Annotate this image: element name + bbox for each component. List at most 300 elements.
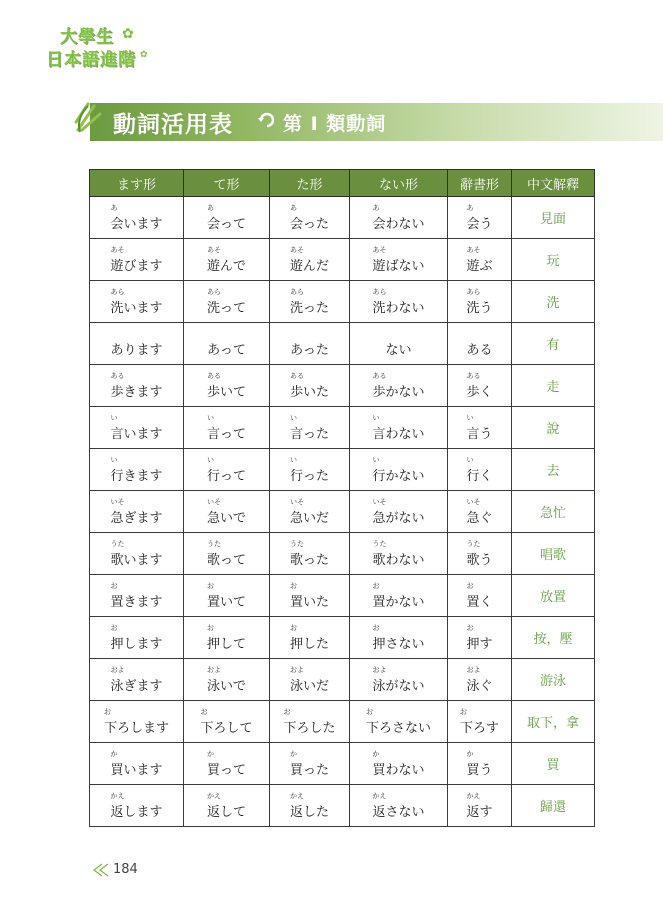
chinese-meaning-cell: 有	[512, 323, 595, 365]
verb-form	[385, 330, 411, 358]
verb-form	[110, 498, 162, 526]
verb-form-text: 洗った	[289, 300, 329, 316]
verb-form	[207, 330, 246, 358]
verb-form-cell	[448, 575, 512, 617]
verb-form-text: 返した	[289, 804, 329, 820]
verb-form	[466, 372, 492, 400]
verb-form-text: 下ろします	[103, 720, 169, 736]
verb-form-text: 歩きます	[110, 384, 163, 400]
verb-form	[372, 204, 424, 232]
chinese-meaning-cell: 歸還	[512, 785, 595, 827]
furigana: あ	[466, 203, 474, 212]
verb-form-cell	[350, 659, 448, 701]
furigana: あら	[372, 287, 387, 296]
verb-form-text: 歩く	[466, 384, 493, 400]
verb-form-cell	[90, 365, 184, 407]
furigana: あら	[466, 287, 481, 296]
chinese-meaning-cell: 玩	[512, 239, 595, 281]
furigana: うた	[372, 539, 387, 548]
logo-line-1: 大學生	[60, 27, 114, 47]
verb-form-text: 会う	[466, 216, 493, 232]
furigana: ある	[206, 371, 221, 380]
verb-form	[466, 624, 492, 652]
verb-form	[372, 414, 424, 442]
verb-form-text: 歌って	[206, 552, 246, 568]
verb-form-cell	[270, 407, 350, 449]
verb-form-text: 泳ぎます	[110, 678, 163, 694]
verb-form	[200, 708, 252, 736]
verb-form-text: 洗って	[206, 300, 246, 316]
verb-form	[466, 792, 492, 820]
verb-form-cell	[270, 323, 350, 365]
verb-form-text: 買った	[289, 762, 329, 778]
furigana: い	[372, 455, 380, 464]
furigana: あら	[206, 287, 221, 296]
verb-form	[283, 708, 335, 736]
chinese-meaning-cell: 唱歌	[512, 533, 595, 575]
furigana: い	[206, 413, 214, 422]
header-chinese-meaning: 中文解釋	[512, 170, 595, 197]
verb-form	[110, 792, 162, 820]
verb-form-text: 返して	[206, 804, 246, 820]
verb-form-cell	[448, 743, 512, 785]
furigana: いそ	[289, 497, 304, 506]
verb-form-cell	[90, 617, 184, 659]
verb-form	[110, 330, 162, 358]
verb-form-text: 押さない	[372, 636, 425, 652]
verb-form	[110, 414, 162, 442]
furigana: お	[289, 623, 297, 632]
verb-form	[110, 582, 162, 610]
table-header-row	[90, 170, 595, 197]
verb-form-text: あって	[207, 342, 246, 358]
verb-form	[366, 708, 431, 736]
furigana: かえ	[372, 791, 387, 800]
leaf-icon	[74, 100, 104, 134]
furigana: か	[466, 749, 474, 758]
verb-form-text: 言います	[110, 426, 163, 442]
verb-form-cell	[448, 617, 512, 659]
furigana: い	[110, 455, 118, 464]
verb-form-text: 行って	[206, 468, 246, 484]
verb-form-text: ない	[385, 342, 412, 358]
furigana: あそ	[466, 245, 481, 254]
verb-form-cell	[90, 743, 184, 785]
furigana: か	[289, 749, 297, 758]
verb-form	[110, 540, 162, 568]
verb-form-text: 会わない	[372, 216, 425, 232]
furigana: お	[372, 581, 380, 590]
verb-form-text: 言った	[289, 426, 329, 442]
verb-form-text: 押します	[110, 636, 163, 652]
verb-form-cell	[90, 575, 184, 617]
verb-form	[207, 498, 246, 526]
verb-form	[372, 246, 424, 274]
verb-form-cell	[448, 323, 512, 365]
verb-form-cell	[350, 323, 448, 365]
verb-form-cell	[90, 491, 184, 533]
verb-form-cell	[270, 365, 350, 407]
header-ta-form: た形	[270, 170, 350, 197]
verb-form	[466, 456, 492, 484]
furigana: か	[206, 749, 214, 758]
verb-form	[290, 792, 329, 820]
table-row	[90, 407, 595, 449]
verb-form-cell	[448, 533, 512, 575]
verb-form-cell	[350, 743, 448, 785]
chinese-meaning-cell: 見面	[512, 197, 595, 239]
verb-form-text: 会って	[206, 216, 246, 232]
verb-form-cell	[184, 365, 270, 407]
verb-form	[372, 624, 424, 652]
furigana: お	[283, 707, 291, 716]
verb-form-text: 遊んで	[206, 258, 246, 274]
verb-form	[290, 540, 329, 568]
verb-form-text: 会った	[289, 216, 329, 232]
furigana: あ	[206, 203, 214, 212]
verb-form-cell	[90, 785, 184, 827]
verb-form-cell	[350, 491, 448, 533]
verb-form-text: 泳いで	[206, 678, 246, 694]
verb-form	[466, 540, 492, 568]
verb-form	[290, 414, 329, 442]
verb-form	[372, 498, 424, 526]
verb-form-text: 返す	[466, 804, 493, 820]
verb-form-cell	[448, 365, 512, 407]
furigana: お	[110, 623, 118, 632]
verb-form	[110, 666, 162, 694]
verb-form-cell	[270, 785, 350, 827]
chinese-meaning-cell: 按，壓	[512, 617, 595, 659]
verb-form-cell	[448, 785, 512, 827]
furigana: いそ	[466, 497, 481, 506]
verb-form-text: 言わない	[372, 426, 425, 442]
table-row	[90, 491, 595, 533]
verb-form-cell	[350, 533, 448, 575]
verb-form-cell	[184, 281, 270, 323]
verb-form-cell	[448, 491, 512, 533]
verb-form	[466, 204, 492, 232]
verb-form-text: あった	[290, 342, 329, 358]
furigana: あ	[289, 203, 297, 212]
furigana: お	[206, 623, 214, 632]
verb-form-cell	[350, 365, 448, 407]
chinese-meaning-cell: 洗	[512, 281, 595, 323]
verb-form	[466, 666, 492, 694]
furigana: あら	[289, 287, 304, 296]
furigana: あそ	[289, 245, 304, 254]
chinese-meaning-cell: 買	[512, 743, 595, 785]
furigana: ある	[372, 371, 387, 380]
verb-form	[110, 288, 162, 316]
verb-form-text: 歌います	[110, 552, 163, 568]
verb-form-cell	[90, 197, 184, 239]
verb-form-cell	[270, 449, 350, 491]
verb-form-cell	[270, 617, 350, 659]
table-row	[90, 617, 595, 659]
chinese-meaning-cell: 說	[512, 407, 595, 449]
verb-form-cell	[448, 449, 512, 491]
verb-form	[372, 582, 424, 610]
chinese-meaning-cell: 去	[512, 449, 595, 491]
furigana: お	[289, 581, 297, 590]
table-row	[90, 533, 595, 575]
verb-form-cell	[184, 575, 270, 617]
furigana: い	[466, 413, 474, 422]
furigana: お	[466, 581, 474, 590]
verb-form	[466, 330, 492, 358]
furigana: い	[289, 413, 297, 422]
chinese-meaning-cell: 走	[512, 365, 595, 407]
verb-form-cell	[350, 407, 448, 449]
furigana: あ	[110, 203, 118, 212]
verb-form	[207, 792, 246, 820]
furigana: お	[103, 707, 111, 716]
verb-form	[110, 204, 162, 232]
verb-form-cell	[270, 701, 350, 743]
verb-form	[372, 666, 424, 694]
verb-form-cell	[270, 743, 350, 785]
verb-form	[207, 582, 246, 610]
verb-form	[372, 540, 424, 568]
verb-form	[207, 750, 246, 778]
verb-form-text: 行く	[466, 468, 493, 484]
verb-form-text: 言う	[466, 426, 493, 442]
furigana: お	[206, 581, 214, 590]
page-number-text: 184	[113, 862, 138, 877]
table-row	[90, 323, 595, 365]
verb-form-cell	[184, 197, 270, 239]
furigana: か	[372, 749, 380, 758]
verb-form-text: 急ぐ	[466, 510, 493, 526]
verb-form-text: 下ろさない	[365, 720, 431, 736]
verb-form	[290, 372, 329, 400]
verb-form	[207, 372, 246, 400]
furigana: うた	[110, 539, 125, 548]
verb-form-text: 遊んだ	[289, 258, 329, 274]
furigana: およ	[372, 665, 387, 674]
verb-form-text: 遊ばない	[372, 258, 425, 274]
verb-form	[207, 456, 246, 484]
chinese-meaning-cell: 游泳	[512, 659, 595, 701]
furigana: あそ	[110, 245, 125, 254]
furigana: お	[365, 707, 373, 716]
furigana: お	[372, 623, 380, 632]
verb-form	[290, 582, 329, 610]
verb-form	[290, 288, 329, 316]
table-row	[90, 449, 595, 491]
table-row	[90, 701, 595, 743]
verb-form-text: 歌った	[289, 552, 329, 568]
book-logo	[44, 18, 154, 74]
verb-form-cell	[90, 407, 184, 449]
furigana: い	[466, 455, 474, 464]
verb-form-cell	[350, 785, 448, 827]
verb-form-cell	[90, 533, 184, 575]
table-row	[90, 743, 595, 785]
verb-form-text: 買います	[110, 762, 163, 778]
verb-form-text: 返します	[110, 804, 163, 820]
furigana: い	[206, 455, 214, 464]
verb-form-text: 下ろした	[283, 720, 336, 736]
verb-conjugation-table	[89, 169, 595, 827]
furigana: ある	[110, 371, 125, 380]
furigana: か	[110, 749, 118, 758]
verb-form-text: ある	[466, 342, 493, 358]
furigana: うた	[289, 539, 304, 548]
verb-form-text: 急いで	[206, 510, 246, 526]
verb-form-cell	[184, 407, 270, 449]
verb-form-cell	[184, 785, 270, 827]
verb-form-text: 歩かない	[372, 384, 425, 400]
verb-form-text: 遊びます	[110, 258, 163, 274]
furigana: お	[200, 707, 208, 716]
page-title: 動詞活用表	[113, 112, 233, 138]
chinese-meaning-cell: 放置	[512, 575, 595, 617]
verb-form-text: 急ぎます	[110, 510, 163, 526]
furigana: あ	[372, 203, 380, 212]
flower-icon: ✿	[122, 26, 134, 42]
chinese-meaning-cell: 急忙	[512, 491, 595, 533]
furigana: ある	[466, 371, 481, 380]
verb-form-text: 行った	[289, 468, 329, 484]
page-number	[90, 862, 138, 877]
verb-form-cell	[448, 701, 512, 743]
verb-form	[290, 750, 329, 778]
verb-form-cell	[184, 239, 270, 281]
verb-form-cell	[350, 449, 448, 491]
verb-form	[372, 288, 424, 316]
verb-form-text: 置いて	[206, 594, 246, 610]
verb-form-cell	[184, 659, 270, 701]
furigana: い	[372, 413, 380, 422]
verb-form-text: 遊ぶ	[466, 258, 493, 274]
header-masu-form: ます形	[90, 170, 184, 197]
verb-form-text: 洗わない	[372, 300, 425, 316]
verb-form-cell	[448, 407, 512, 449]
verb-form-cell	[184, 449, 270, 491]
verb-form	[466, 750, 492, 778]
verb-form-cell	[184, 701, 270, 743]
verb-form-cell	[350, 197, 448, 239]
furigana: お	[466, 623, 474, 632]
verb-form-cell	[90, 659, 184, 701]
verb-form-cell	[270, 533, 350, 575]
verb-form-text: 言って	[206, 426, 246, 442]
verb-form-text: 会います	[110, 216, 163, 232]
verb-form-text: 置く	[466, 594, 493, 610]
furigana: かえ	[110, 791, 125, 800]
verb-form	[207, 204, 246, 232]
furigana: あそ	[372, 245, 387, 254]
verb-form	[466, 246, 492, 274]
verb-form-cell	[350, 617, 448, 659]
verb-form	[372, 372, 424, 400]
verb-form-text: 返さない	[372, 804, 425, 820]
header-te-form: て形	[184, 170, 270, 197]
verb-form-cell	[448, 239, 512, 281]
verb-form	[466, 498, 492, 526]
furigana: お	[110, 581, 118, 590]
verb-form-text: 行かない	[372, 468, 425, 484]
verb-form	[110, 624, 162, 652]
verb-form-cell	[350, 701, 448, 743]
verb-form-text: 置いた	[289, 594, 329, 610]
verb-form	[110, 456, 162, 484]
verb-form-text: 歩いて	[206, 384, 246, 400]
furigana: ある	[289, 371, 304, 380]
furigana: いそ	[372, 497, 387, 506]
table-row	[90, 239, 595, 281]
verb-form	[290, 330, 329, 358]
header-dictionary-form: 辭書形	[448, 170, 512, 197]
furigana: い	[110, 413, 118, 422]
furigana: およ	[110, 665, 125, 674]
furigana: およ	[289, 665, 304, 674]
verb-form-text: 洗います	[110, 300, 163, 316]
verb-form-cell	[184, 491, 270, 533]
verb-form-cell	[184, 533, 270, 575]
furigana: かえ	[289, 791, 304, 800]
verb-form-text: 歌わない	[372, 552, 425, 568]
small-flower-icon: ✿	[140, 50, 148, 60]
verb-form-text: 急がない	[372, 510, 425, 526]
furigana: うた	[466, 539, 481, 548]
verb-form-text: 買って	[206, 762, 246, 778]
verb-form-cell	[448, 197, 512, 239]
table-row	[90, 575, 595, 617]
verb-form	[207, 288, 246, 316]
verb-form-text: 行きます	[110, 468, 163, 484]
verb-form	[290, 456, 329, 484]
verb-form-text: 下ろして	[200, 720, 253, 736]
chinese-meaning-cell: 取下，拿	[512, 701, 595, 743]
verb-form	[372, 750, 424, 778]
table-row	[90, 365, 595, 407]
verb-form-cell	[270, 659, 350, 701]
furigana: いそ	[110, 497, 125, 506]
table-row	[90, 281, 595, 323]
verb-form-text: 洗う	[466, 300, 493, 316]
verb-form	[207, 666, 246, 694]
logo-line-2: 日本語進階	[46, 50, 136, 70]
section-subtitle: 第 I 類動詞	[283, 113, 387, 135]
verb-form-cell	[270, 281, 350, 323]
table-row	[90, 659, 595, 701]
verb-form-text: 置かない	[372, 594, 425, 610]
verb-form	[207, 540, 246, 568]
verb-form	[207, 624, 246, 652]
verb-form-cell	[350, 281, 448, 323]
header-nai-form: ない形	[350, 170, 448, 197]
furigana: いそ	[206, 497, 221, 506]
verb-form-text: 押して	[206, 636, 246, 652]
verb-form-text: 急いだ	[289, 510, 329, 526]
verb-form-cell	[448, 281, 512, 323]
verb-form	[110, 372, 162, 400]
verb-form	[372, 456, 424, 484]
verb-form-text: 泳いだ	[289, 678, 329, 694]
verb-form-text: あります	[110, 342, 163, 358]
verb-form	[290, 624, 329, 652]
verb-form-cell	[90, 281, 184, 323]
verb-form-text: 置きます	[110, 594, 163, 610]
verb-form-cell	[90, 701, 184, 743]
verb-form-cell	[184, 617, 270, 659]
verb-form-cell	[270, 491, 350, 533]
furigana: かえ	[466, 791, 481, 800]
furigana: かえ	[206, 791, 221, 800]
